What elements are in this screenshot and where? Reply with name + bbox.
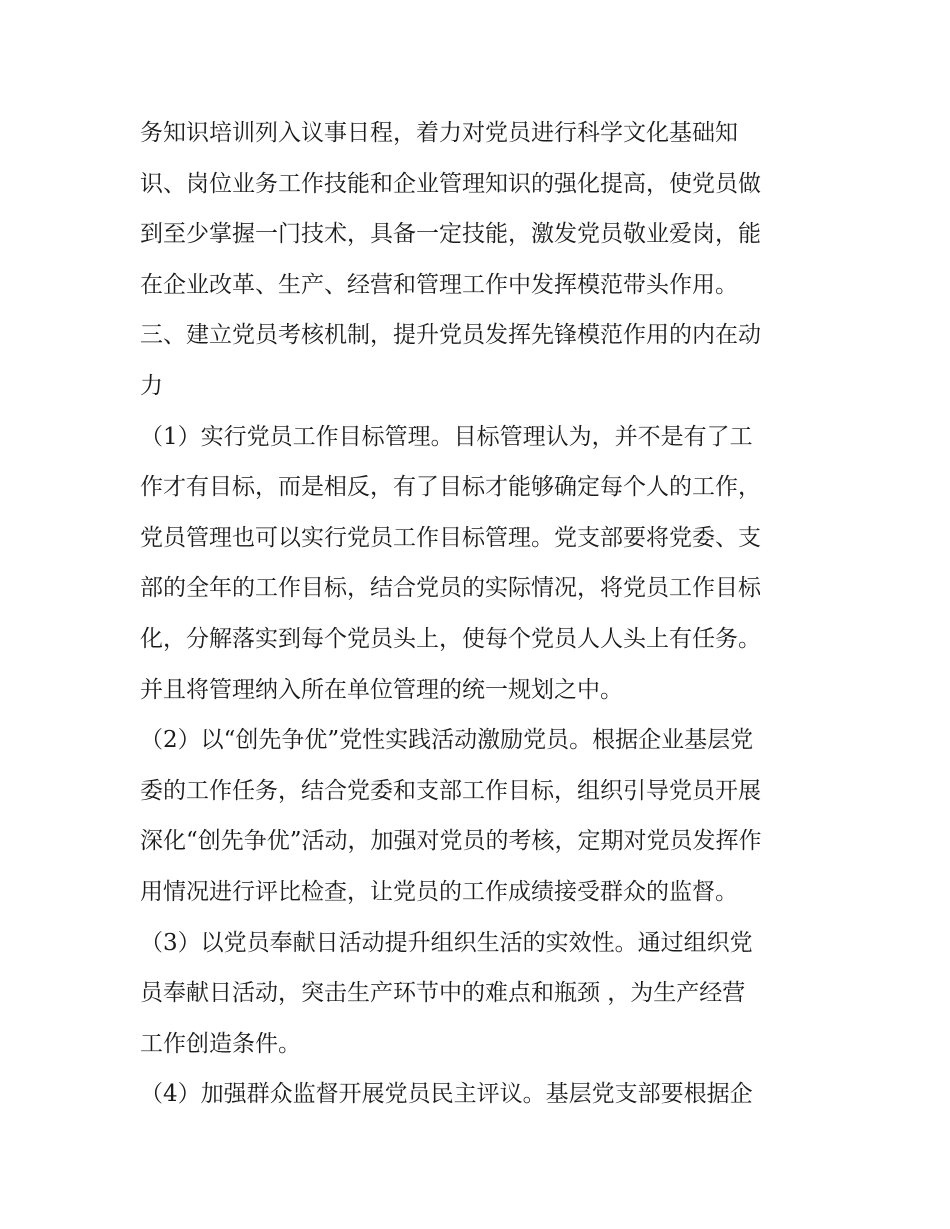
- text-line: 员奉献日活动，突击生产环节中的难点和瓶颈 ，为生产经营: [140, 980, 746, 1007]
- text-line: （1）实行党员工作目标管理。目标管理认为，并不是有了工: [140, 423, 753, 450]
- text-line: 委的工作任务，结合党委和支部工作目标，组织引导党员开展: [140, 777, 761, 804]
- text-line: 并且将管理纳入所在单位管理的统一规划之中。: [140, 676, 623, 703]
- text-line: 党员管理也可以实行党员工作目标管理。党支部要将党委、支: [140, 524, 761, 551]
- text-line: 化，分解落实到每个党员头上，使每个党员人人头上有任务。: [140, 625, 761, 652]
- text-line: 识、岗位业务工作技能和企业管理知识的强化提高，使党员做: [140, 170, 761, 197]
- text-line: （2）以“创先争优”党性实践活动激励党员。根据企业基层党: [140, 727, 754, 754]
- text-line: 务知识培训列入议事日程，着力对党员进行科学文化基础知: [140, 120, 738, 146]
- text-line: 深化“创先争优”活动，加强对党员的考核，定期对党员发挥作: [140, 828, 762, 855]
- text-line: 用情况进行评比检查，让党员的工作成绩接受群众的监督。: [140, 878, 738, 905]
- text-line: 部的全年的工作目标，结合党员的实际情况，将党员工作目标: [140, 575, 761, 602]
- text-line: 工作创造条件。: [140, 1030, 301, 1057]
- section-heading-continued: 力: [140, 372, 163, 399]
- text-line: 到至少掌握一门技术，具备一定技能，激发党员敬业爱岗，能: [140, 221, 761, 248]
- text-line: 作才有目标，而是相反，有了目标才能够确定每个人的工作，: [140, 474, 761, 501]
- section-heading: 三、建立党员考核机制，提升党员发挥先锋模范作用的内在动: [140, 322, 761, 349]
- body-text: [140, 108, 820, 1120]
- text-line: 在企业改革、生产、经营和管理工作中发挥模范带头作用。: [140, 271, 738, 298]
- text-line: （4）加强群众监督开展党员民主评议。基层党支部要根据企: [140, 1081, 753, 1108]
- text-line: （3）以党员奉献日活动提升组织生活的实效性。通过组织党: [140, 929, 753, 956]
